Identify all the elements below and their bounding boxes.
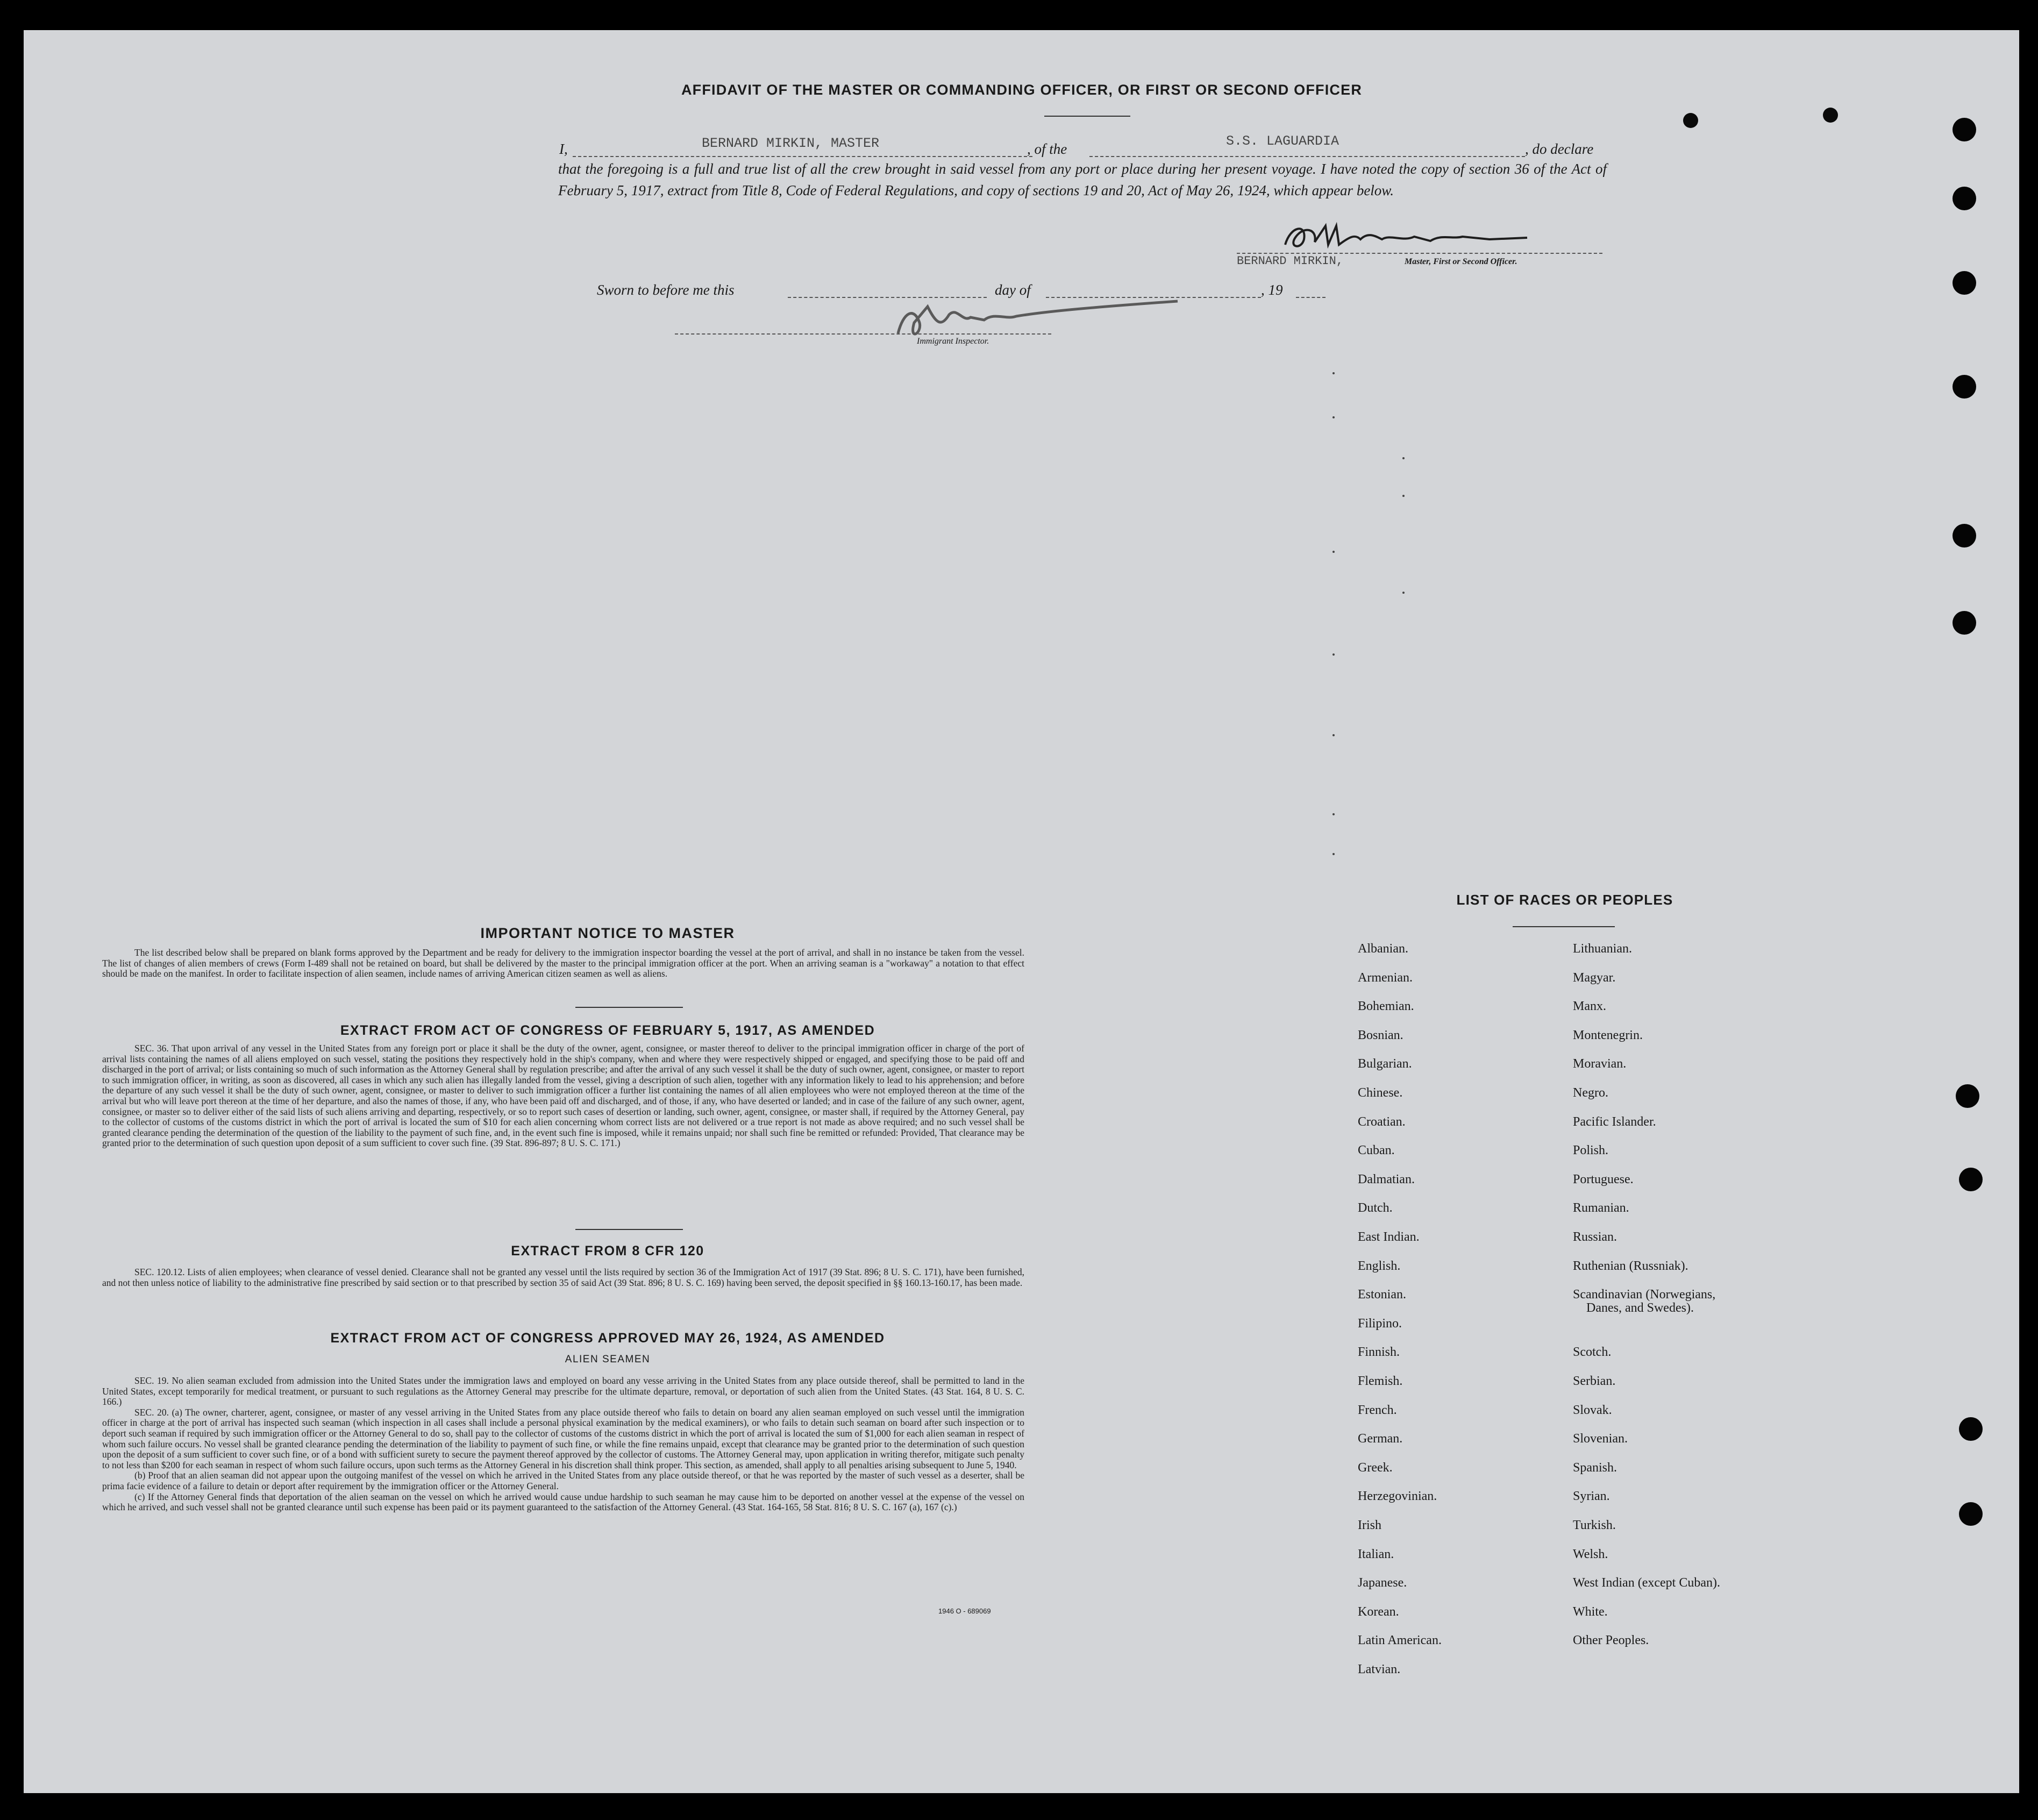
race-item: Lithuanian.: [1573, 942, 1632, 956]
dot: [1332, 813, 1335, 815]
i-label: I,: [559, 141, 568, 157]
extract-cfr-paragraph: SEC. 120.12. Lists of alien employees; when clearance of vessel denied. Clearance shall not be granted any vessel until the lists required by section 36 of the Immigration Act of 1917 (39 Stat. 896; 8 U. S. C. 171), have been furnished, and not then unless notice of liability to the administrative fine prescribed by said section or to that prescribed by section 35 of said Act (39 Stat. 896; 8 U. S. C. 169) having been served, the deposit specified in §§ 160.13-160.17, has been made.: [102, 1267, 1024, 1288]
punch-hole: [1953, 375, 1976, 399]
dot: [1332, 551, 1335, 553]
sworn-label: Sworn to before me this: [597, 282, 735, 298]
ink-blot: [1823, 108, 1838, 123]
race-item: Dalmatian.: [1358, 1172, 1415, 1186]
race-item: German.: [1358, 1432, 1403, 1446]
dot: [1402, 457, 1405, 459]
race-item: Spanish.: [1573, 1460, 1617, 1475]
notice-paragraph: The list described below shall be prepared on blank forms approved by the Department and be ready for delivery to the immigration inspector boarding the vessel at the port of arrival, and shall in no instance be taken from the vessel. The list of changes of alien members of crews (Form I-489 shall not be retained on board, but shall be delivered by the master to the principal immigration officer at the port. When an arriving seaman is a "workaway" a notation to that effect should be made on the manifest. In order to facilitate inspection of alien seamen, include names of arriving American citizen seamen as well as aliens.: [102, 947, 1024, 979]
race-item: Syrian.: [1573, 1489, 1610, 1504]
extract-1924-text: [102, 1376, 1024, 1513]
inspector-line: [675, 333, 1051, 335]
race-item: Moravian.: [1573, 1057, 1627, 1071]
divider: [575, 1229, 683, 1230]
races-title-rule: [1513, 926, 1615, 927]
race-item: Dutch.: [1358, 1201, 1393, 1215]
year-label: , 19: [1261, 282, 1283, 298]
races-title: LIST OF RACES OR PEOPLES: [1456, 892, 1673, 908]
race-item: Magyar.: [1573, 970, 1616, 985]
race-item: Latvian.: [1358, 1662, 1401, 1676]
sec-20b-paragraph: (b) Proof that an alien seaman did not appear upon the outgoing manifest of the vessel on which he arrived in the United States from any place outside thereof, or that he was reported by the master of such vessel as a deserter, shall be prima facie evidence of a failure to detain or deport after requirement by the immigration officer or the Attorney General.: [102, 1470, 1024, 1491]
race-item: Scotch.: [1573, 1345, 1612, 1360]
print-reference: 1946 O - 689069: [938, 1607, 991, 1615]
punch-hole: [1953, 611, 1976, 635]
do-declare-label: , do declare: [1525, 141, 1594, 157]
master-signature: [1274, 215, 1554, 258]
race-item: Serbian.: [1573, 1374, 1616, 1388]
notice-text: [102, 948, 1024, 979]
title-rule: [1044, 116, 1130, 117]
race-item: Bulgarian.: [1358, 1057, 1412, 1071]
signer-title: Master, First or Second Officer.: [1405, 257, 1517, 266]
sec-20c-paragraph: (c) If the Attorney General finds that deportation of the alien seaman on the vessel on which he arrived would cause undue hardship to such seaman he may cause him to be deported on another vessel at the expense of the vessel on which he arrived, and such vessel shall not be granted clearance until such expense has been paid or its payment guaranteed to the satisfaction of the Attorney General. (43 Stat. 164-165, 58 Stat. 816; 8 U. S. C. 167 (a), 167 (c).): [102, 1491, 1024, 1513]
punch-hole: [1959, 1168, 1983, 1191]
race-item: Montenegrin.: [1573, 1028, 1643, 1042]
punch-hole: [1959, 1417, 1983, 1441]
inspector-label: Immigrant Inspector.: [917, 337, 989, 346]
race-item: Bosnian.: [1358, 1028, 1403, 1042]
declaration-text: that the foregoing is a full and true list of all the crew brought in said vessel from any port or place during her present voyage. I have noted the copy of section 36 of the Act of February 5, 1917, extract from Title 8, Code of Federal Regulations, and copy of sections 19 and 20, Act of May 26, 1924, which appear below.: [558, 161, 1607, 198]
extract-1924-subtitle: ALIEN SEAMEN: [565, 1354, 651, 1365]
race-item: Korean.: [1358, 1604, 1399, 1619]
race-item: French.: [1358, 1403, 1397, 1417]
race-item: Chinese.: [1358, 1086, 1403, 1100]
race-item: Turkish.: [1573, 1518, 1616, 1532]
master-name: BERNARD MIRKIN, MASTER: [702, 136, 880, 151]
dot: [1402, 592, 1405, 594]
ink-blot: [1683, 113, 1698, 128]
extract-1924-title: EXTRACT FROM ACT OF CONGRESS APPROVED MAY 26, 1924, AS AMENDED: [330, 1331, 885, 1346]
race-item: Scandinavian (Norwegians,: [1573, 1288, 1716, 1302]
extract-1917-title: EXTRACT FROM ACT OF CONGRESS OF FEBRUARY 5, 1917, AS AMENDED: [340, 1023, 875, 1038]
master-name-line: [573, 156, 1032, 157]
signature-line: [1237, 253, 1602, 254]
race-item: Slovak.: [1573, 1403, 1612, 1417]
race-item: Rumanian.: [1573, 1201, 1629, 1215]
punch-hole: [1956, 1084, 1979, 1108]
signer-typed-name: BERNARD MIRKIN,: [1237, 254, 1344, 268]
sworn-year-line: [1296, 297, 1326, 298]
race-item: Russian.: [1573, 1230, 1617, 1244]
sec-19-paragraph: SEC. 19. No alien seaman excluded from admission into the United States under the immigration laws and employed on board any vesse arriving in the United States from any place outside thereof, shall be permitted to land in the United States, except temporarily for medical treatment, or pursuant to such regulations as the Attorney General may prescribe for the ultimate departure, removal, or deportation of such alien from the United States. (43 Stat. 164, 8 U. S. C. 166.): [102, 1375, 1024, 1407]
race-item: Polish.: [1573, 1143, 1609, 1158]
race-item: Latin American.: [1358, 1633, 1442, 1648]
punch-hole: [1953, 187, 1976, 210]
race-item: Albanian.: [1358, 942, 1408, 956]
race-item: Danes, and Swedes).: [1586, 1301, 1694, 1316]
extract-cfr-title: EXTRACT FROM 8 CFR 120: [511, 1243, 704, 1259]
punch-hole: [1959, 1502, 1983, 1526]
of-the-label: , of the: [1027, 141, 1067, 157]
extract-cfr-text: [102, 1267, 1024, 1288]
race-item: Armenian.: [1358, 970, 1413, 985]
race-item: Italian.: [1358, 1547, 1394, 1561]
race-item: Negro.: [1573, 1086, 1608, 1100]
dot: [1332, 653, 1335, 656]
dot: [1332, 372, 1335, 374]
race-item: Herzegovinian.: [1358, 1489, 1437, 1504]
dot: [1332, 853, 1335, 855]
race-item: Irish: [1358, 1518, 1381, 1532]
dot: [1402, 495, 1405, 497]
race-item: Filipino.: [1358, 1316, 1402, 1331]
race-item: Finnish.: [1358, 1345, 1400, 1360]
punch-hole: [1953, 118, 1976, 141]
race-item: Bohemian.: [1358, 999, 1414, 1014]
punch-hole: [1953, 271, 1976, 295]
race-item: Welsh.: [1573, 1547, 1608, 1561]
day-of-label: day of: [995, 282, 1031, 298]
race-item: Pacific Islander.: [1573, 1114, 1656, 1129]
race-item: Other Peoples.: [1573, 1633, 1649, 1648]
dot: [1332, 734, 1335, 736]
race-item: Manx.: [1573, 999, 1606, 1014]
vessel-name: S.S. LAGUARDIA: [1226, 133, 1339, 149]
race-item: Greek.: [1358, 1460, 1393, 1475]
race-item: Estonian.: [1358, 1288, 1406, 1302]
sec-20a-paragraph: SEC. 20. (a) The owner, charterer, agent, consignee, or master of any vessel arriving in the United States from any place outside thereof who fails to detain on board any alien seaman employed on such vessel until the immigration officer in charge at the port of arrival has inspected such seaman (which inspection in all cases shall include a personal physical examination by the medical examiners), or who fails to detain such seaman on board after such inspection or to deport such seaman if required by such immigration officer or the Attorney General to do so, shall pay to the collector of customs of the customs district in which the port of arrival is located the sum of $1,000 for each alien seaman in respect of whom such failure occurs. No vessel shall be granted clearance pending the determination of the liability to payment of such fine, or while the fine remains unpaid, except that clearance may be granted prior to the determination of such question upon the deposit of a sum sufficient to cover such fine, or of a bond with sufficient surety to secure the payment thereof approved by the collector of customs. The Attorney General may, upon application in writing therefor, mitigate such penalty to not less than $200 for each seaman in respect of whom such failure occurs, upon such terms as the Attorney General in his discretion shall think proper. This section, as amended, shall apply to all penalties arising subsequent to June 5, 1940.: [102, 1406, 1024, 1470]
race-item: English.: [1358, 1259, 1401, 1273]
extract-1917-text: [102, 1043, 1024, 1149]
race-item: Portuguese.: [1573, 1172, 1634, 1186]
affidavit-title: AFFIDAVIT OF THE MASTER OR COMMANDING OFFICER, OR FIRST OR SECOND OFFICER: [681, 82, 1363, 98]
punch-hole: [1953, 524, 1976, 548]
notice-title: IMPORTANT NOTICE TO MASTER: [480, 925, 735, 941]
race-item: Flemish.: [1358, 1374, 1403, 1388]
race-item: Croatian.: [1358, 1114, 1406, 1129]
race-item: East Indian.: [1358, 1230, 1420, 1244]
race-item: Japanese.: [1358, 1576, 1407, 1590]
race-item: Slovenian.: [1573, 1432, 1628, 1446]
divider: [575, 1007, 683, 1008]
race-item: Cuban.: [1358, 1143, 1395, 1158]
extract-1917-paragraph: SEC. 36. That upon arrival of any vessel in the United States from any foreign port or place it shall be the duty of the owner, agent, consignee, or master thereof to deliver to the principal immigration officer in charge of the port of arrival lists containing the names of all aliens employed on such vessel, stating the positions they respectively hold in the ship's company, when and where they were respectively shipped or engaged, and specifying those to be paid off and discharged in the port of arrival; or lists containing so much of such information as the Attorney General shall by regulation prescribe; and after the arrival of any such vessel it shall be the duty of such owner, agent, consignee, or master to report to such immigration officer, in writing, as soon as discovered, all cases in which any such alien has illegally landed from the vessel, giving a description of such alien, together with any information likely to lead to his apprehension; and before the departure of any such vessel it shall be the duty of such owner, agent, consignee, or master to deliver to such immigration officer a further list containing the names of all alien employees who were not employed thereon at the time of the arrival but who will leave port thereon at the time of her departure, and also the names of those, if any, who have been paid off and discharged, and of those, if any, who have deserted or landed; and in case of the failure of any such owner, agent, consignee, or master so to deliver either of the said lists of such aliens arriving and departing, respectively, or so to report such cases of desertion or landing, such owner, agent, consignee, or master shall, if required by the Attorney General, pay to the collector of customs of the customs district in which the port of arrival is located the sum of $10 for each alien concerning whom correct lists are not delivered or a true report is not made as above required; and no such vessel shall be granted clearance pending the determination of the question of the liability to the payment of such fine, and, in the event such fine is imposed, while it remains unpaid; nor shall such fine be remitted or refunded: Provided, That clearance may be granted prior to the determination of such question upon deposit of a sum sufficient to cover such fine. (39 Stat. 896-897; 8 U. S. C. 171.): [102, 1043, 1024, 1149]
race-item: Ruthenian (Russniak).: [1573, 1259, 1688, 1273]
vessel-line: [1089, 156, 1525, 157]
race-item: West Indian (except Cuban).: [1573, 1576, 1720, 1590]
dot: [1332, 416, 1335, 418]
race-item: White.: [1573, 1604, 1608, 1619]
